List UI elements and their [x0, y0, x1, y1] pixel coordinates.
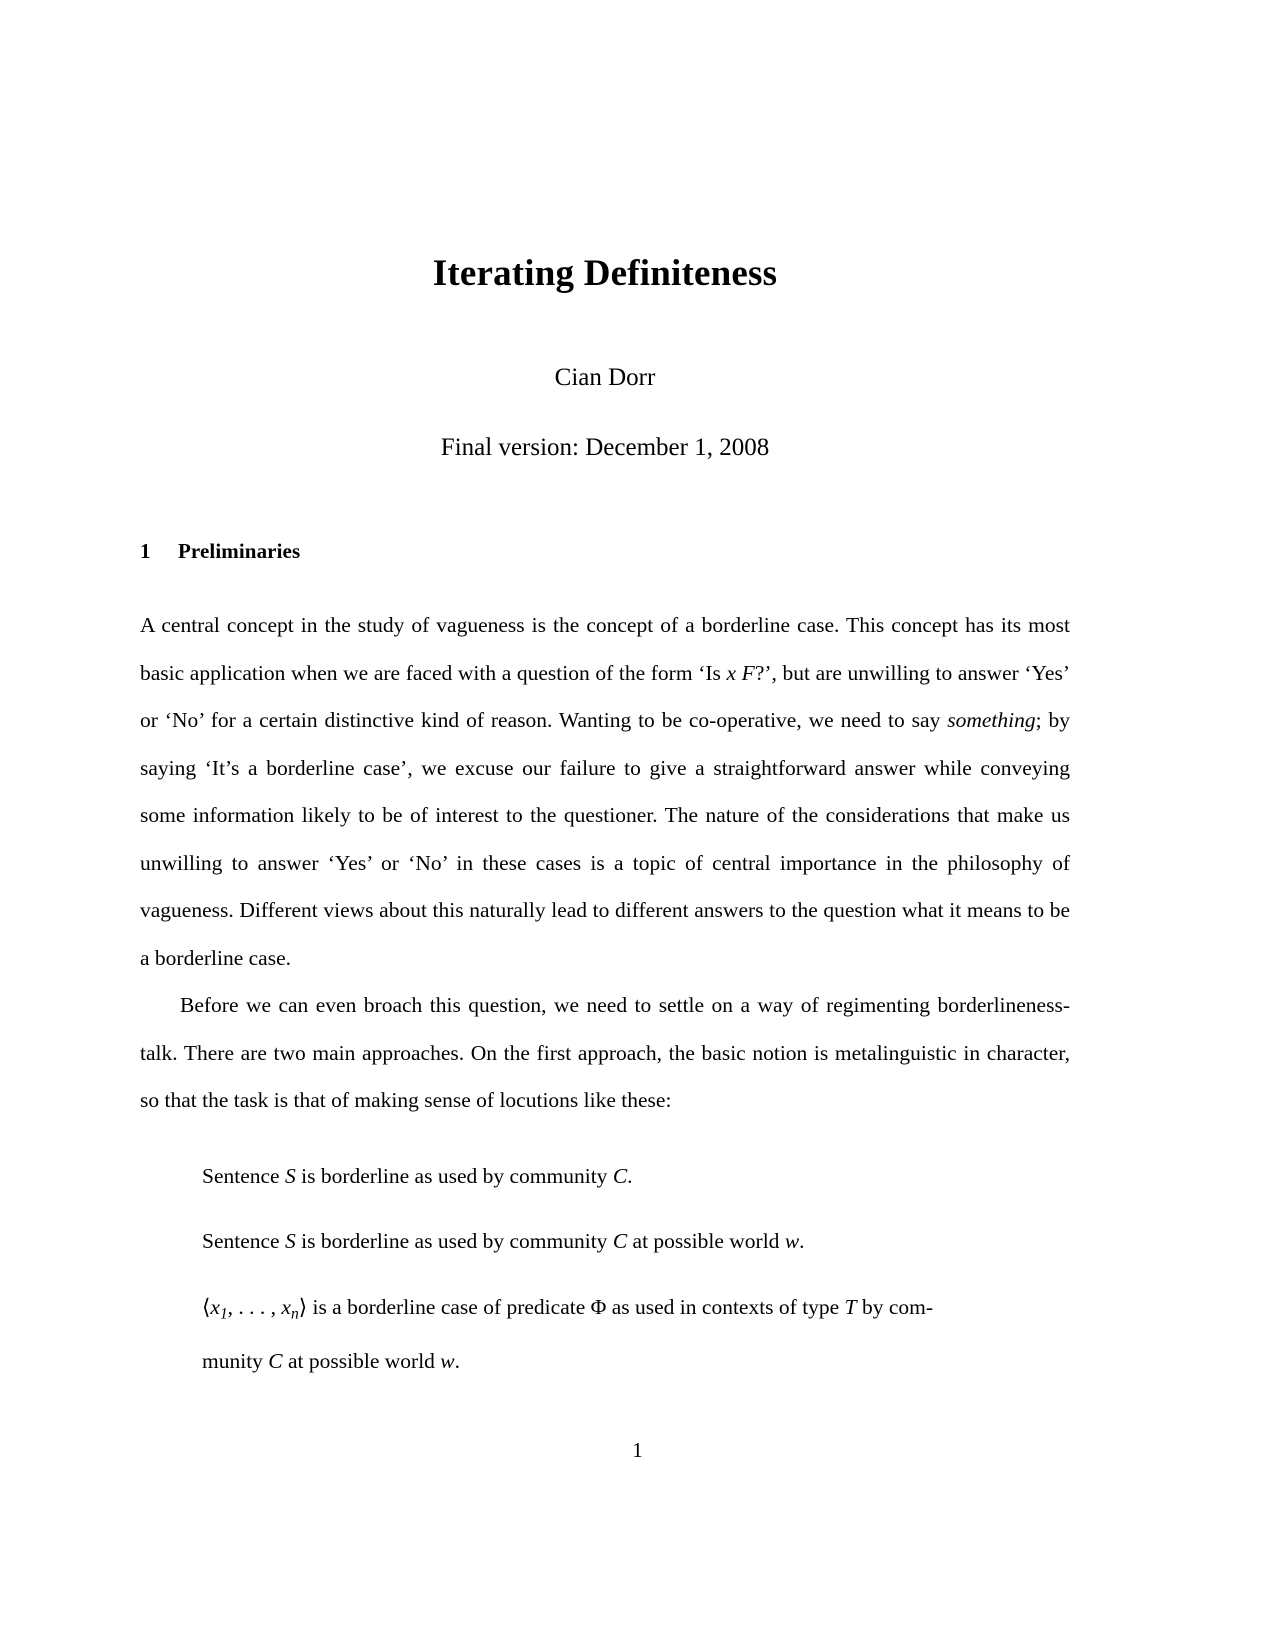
quote2-var-w: w	[784, 1229, 800, 1254]
quote3-var-t: T	[844, 1294, 857, 1319]
quote2-var-c: C	[612, 1229, 628, 1254]
version-date-line: Final version: December 1, 2008	[440, 434, 770, 462]
quote3-sub-n: n	[290, 1305, 299, 1323]
body-paragraph-2: Before we can even broach this question, we need to settle on a way of regimenting borderlineness-talk. There are two main approaches. On the first approach, the basic notion is metalinguistic in character, so that the task is that of making sense of locutions like these:	[140, 993, 1070, 1113]
quote1-seg-2: is borderline as used by community	[295, 1163, 613, 1188]
block-quote-1	[202, 1153, 1032, 1201]
quote3-var-w: w	[440, 1348, 455, 1373]
quote3-predicate-phi: Φ	[590, 1294, 607, 1319]
quote3-var-x1: x	[210, 1294, 220, 1319]
block-quote-2	[202, 1218, 1032, 1266]
para1-seg-1: A central concept in the study of vagueness is the concept of a borderline case. This concept has its most basic application when we are faced with a question of the form ‘Is	[140, 613, 1070, 685]
quote3-var-xn: x	[281, 1294, 291, 1319]
author-name: Cian Dorr	[554, 364, 656, 392]
quote3-var-c: C	[268, 1348, 283, 1373]
quote3-ellipsis: , . . . ,	[227, 1294, 282, 1319]
quote1-var-s: S	[284, 1163, 296, 1188]
quote2-var-s: S	[284, 1229, 296, 1254]
quote3-seg-6: .	[454, 1348, 461, 1373]
section-title: Preliminaries	[178, 539, 301, 564]
section-number: 1	[140, 539, 151, 564]
quote3-seg-5: at possible world	[282, 1348, 441, 1373]
quote3-seg-4: munity	[202, 1348, 269, 1373]
page-number-footer: 1	[632, 1438, 643, 1462]
para1-seg-3: ?’, but are unwilling to answer ‘Yes’ or ‘No’ for a certain distinctive kind of reason. Wanting to be co-operative, we need to say	[140, 660, 1071, 733]
quote2-seg-4: .	[799, 1229, 805, 1254]
quote1-var-c: C	[612, 1163, 628, 1188]
para1-seg-5: ; by saying ‘It’s a borderline case’, we excuse our failure to give a straightforward answer while conveying some information likely to be of interest to the questioner. The nature of the considerations that make us unwilling to answer ‘Yes’ or ‘No’ in these cases is a topic of central importance in the philosophy of vagueness. Different views about this naturally lead to different answers to the question what it means to be a borderline case.	[140, 708, 1070, 970]
quote3-seg-1: is a borderline case of predicate	[307, 1294, 591, 1319]
quote3-angle-close: ⟩	[298, 1294, 308, 1319]
quote2-seg-1: Sentence	[202, 1229, 285, 1254]
quote2-seg-3: at possible world	[627, 1229, 785, 1254]
page-content	[140, 0, 1070, 1385]
quote3-angle-open: ⟨	[202, 1294, 211, 1319]
page-title: Iterating Definiteness	[432, 253, 778, 294]
quote1-seg-3: .	[627, 1163, 633, 1188]
para1-seg-2-italic: x F	[726, 660, 755, 685]
body-paragraph-1	[140, 602, 1070, 982]
quote3-seg-2: as used in contexts of type	[606, 1294, 845, 1319]
quote2-seg-2: is borderline as used by community	[295, 1229, 613, 1254]
quote3-seg-3: by com-	[856, 1294, 934, 1319]
block-quote-3	[202, 1284, 1032, 1385]
section-heading	[140, 539, 1070, 564]
quote3-sub-1: 1	[219, 1305, 228, 1323]
para1-seg-4-italic: something	[947, 708, 1036, 733]
quote1-seg-1: Sentence	[202, 1163, 285, 1188]
